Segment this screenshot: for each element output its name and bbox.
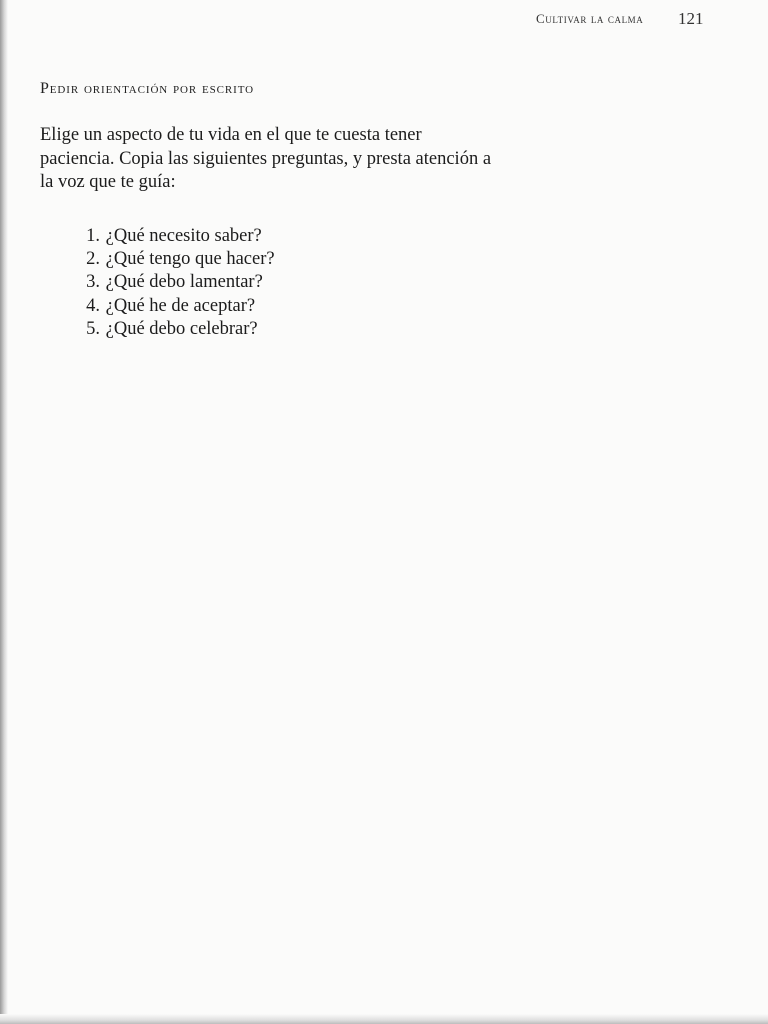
question-text: ¿Qué debo celebrar? [105, 318, 258, 339]
binding-shadow [0, 0, 8, 1024]
question-list [40, 225, 275, 341]
running-head: Cultivar la calma [536, 11, 644, 26]
question-item [40, 225, 275, 248]
question-item [40, 295, 275, 318]
question-number: 3. [86, 272, 100, 293]
question-item [40, 271, 275, 294]
question-item [40, 248, 275, 271]
section-heading: Pedir orientación por escrito [40, 80, 254, 97]
question-number: 4. [86, 295, 100, 316]
question-text: ¿Qué tengo que hacer? [105, 249, 275, 270]
question-number: 1. [86, 226, 100, 246]
question-number: 5. [86, 318, 100, 339]
question-item [40, 318, 275, 341]
question-text: ¿Qué debo lamentar? [105, 272, 263, 293]
question-text: ¿Qué necesito saber? [105, 226, 262, 246]
question-number: 2. [86, 249, 100, 270]
intro-paragraph: Elige un aspecto de tu vida en el que te cuesta tener paciencia. Copia las siguientes preguntas, y presta atención a la voz que te guía: [40, 125, 492, 192]
page-bottom-edge [0, 1014, 768, 1024]
question-text: ¿Qué he de aceptar? [105, 295, 256, 316]
page-number: 121 [678, 9, 704, 28]
